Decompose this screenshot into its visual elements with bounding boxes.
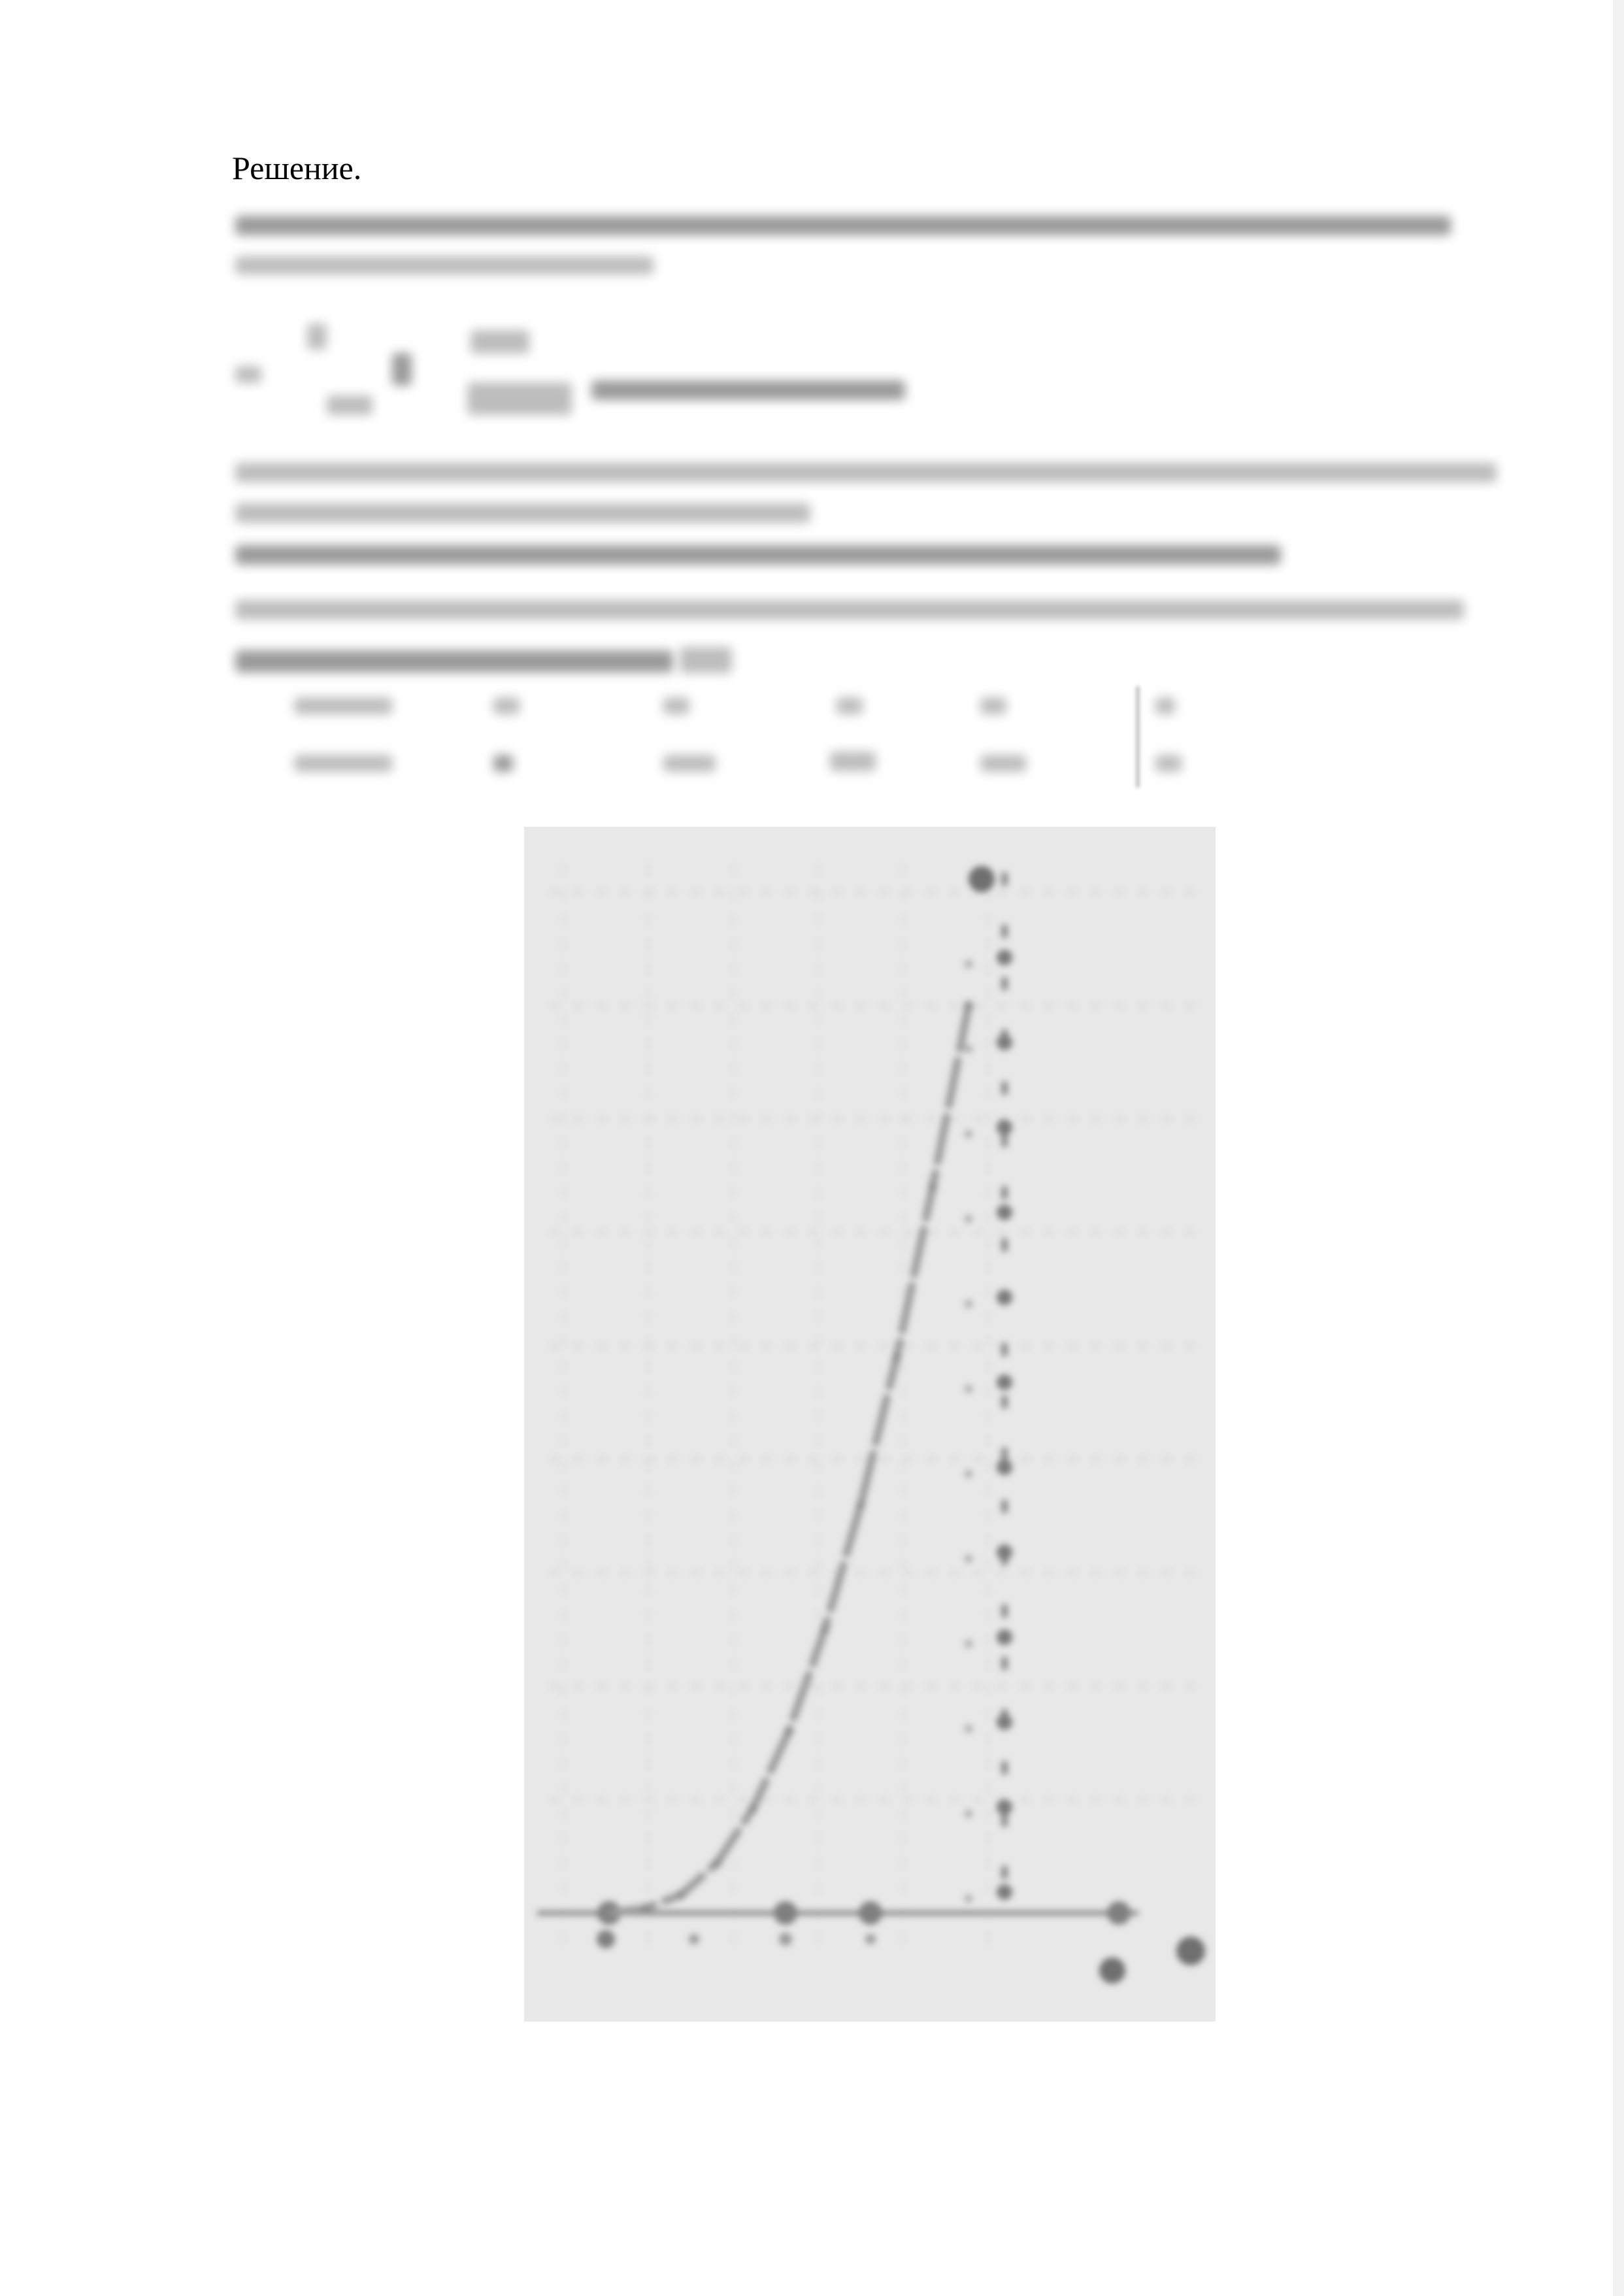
y-tick-label [965,1725,972,1733]
y-tick-label [965,1300,972,1308]
table-cell [980,697,1006,714]
section-heading: Решение. [232,150,362,186]
x-axis-tick [859,1901,882,1925]
y-axis-tick [997,1120,1012,1135]
x-tick-label [689,1934,699,1944]
chart-area [524,827,1216,2021]
data-point [676,1890,686,1899]
y-axis-tick [997,1799,1012,1815]
y-tick-label [965,960,972,968]
y-tick-label [965,1640,972,1648]
y-tick-label [965,1130,972,1138]
x-axis-tick [1107,1901,1131,1925]
data-point [712,1859,721,1868]
y-tick-label [965,1895,972,1903]
paragraph-line [235,600,1464,620]
table-divider [1136,686,1140,788]
table-cell [294,755,392,772]
y-tick-label [965,1555,972,1563]
y-axis-tick [997,1629,1012,1645]
y-tick-label [965,1045,972,1053]
paragraph-line [235,256,654,275]
table-cell [493,697,520,714]
formula-text [591,380,905,400]
y-axis-tick [997,950,1012,965]
data-point [856,1500,865,1509]
data-point [820,1625,829,1634]
table-cell [830,752,876,771]
table-cell [1155,697,1175,714]
page-edge [1613,0,1624,2296]
paragraph-line [235,650,673,673]
data-point [784,1727,793,1736]
y-axis-tick [997,1714,1012,1730]
y-axis-tick [997,1205,1012,1220]
formula-fragment [392,353,412,386]
y-axis-tick [997,1035,1012,1050]
paragraph-line [235,545,1281,565]
y-tick-label [965,1470,972,1478]
table-cell [294,697,392,714]
x-axis-tick [774,1901,797,1925]
formula-fragment [235,366,261,383]
y-axis-tick [997,1374,1012,1390]
data-point [964,1001,973,1010]
x-tick-label [597,1930,615,1948]
y-axis-label [969,866,995,892]
paragraph-line [235,463,1497,482]
table-cell [980,755,1026,772]
formula-fragment [327,395,373,415]
data-point [605,1908,614,1918]
line-chart [524,827,1216,2021]
table-cell [493,755,513,772]
paragraph-line [235,216,1451,235]
paragraph-line [680,647,732,673]
table-cell [663,697,689,714]
y-tick-label [965,1385,972,1393]
x-axis-label [1176,1937,1205,1965]
x-tick-label [865,1934,876,1944]
y-axis-tick [997,1544,1012,1560]
formula-fragment [467,382,572,415]
table-cell [663,755,716,772]
y-tick-label [965,1810,972,1818]
table-cell [1155,755,1182,772]
x-axis-label [1099,1957,1125,1984]
y-axis-tick [997,1289,1012,1305]
data-point [640,1904,650,1913]
paragraph-line [235,503,810,523]
y-axis-tick [997,1884,1012,1900]
data-point [928,1182,937,1191]
x-tick-label [779,1933,792,1946]
formula-fragment [471,330,529,354]
table-cell [837,697,863,714]
data-point [748,1804,757,1813]
y-tick-label [965,1215,972,1223]
y-axis-tick [997,1459,1012,1475]
formula-fragment [307,324,327,350]
data-point [892,1353,901,1362]
